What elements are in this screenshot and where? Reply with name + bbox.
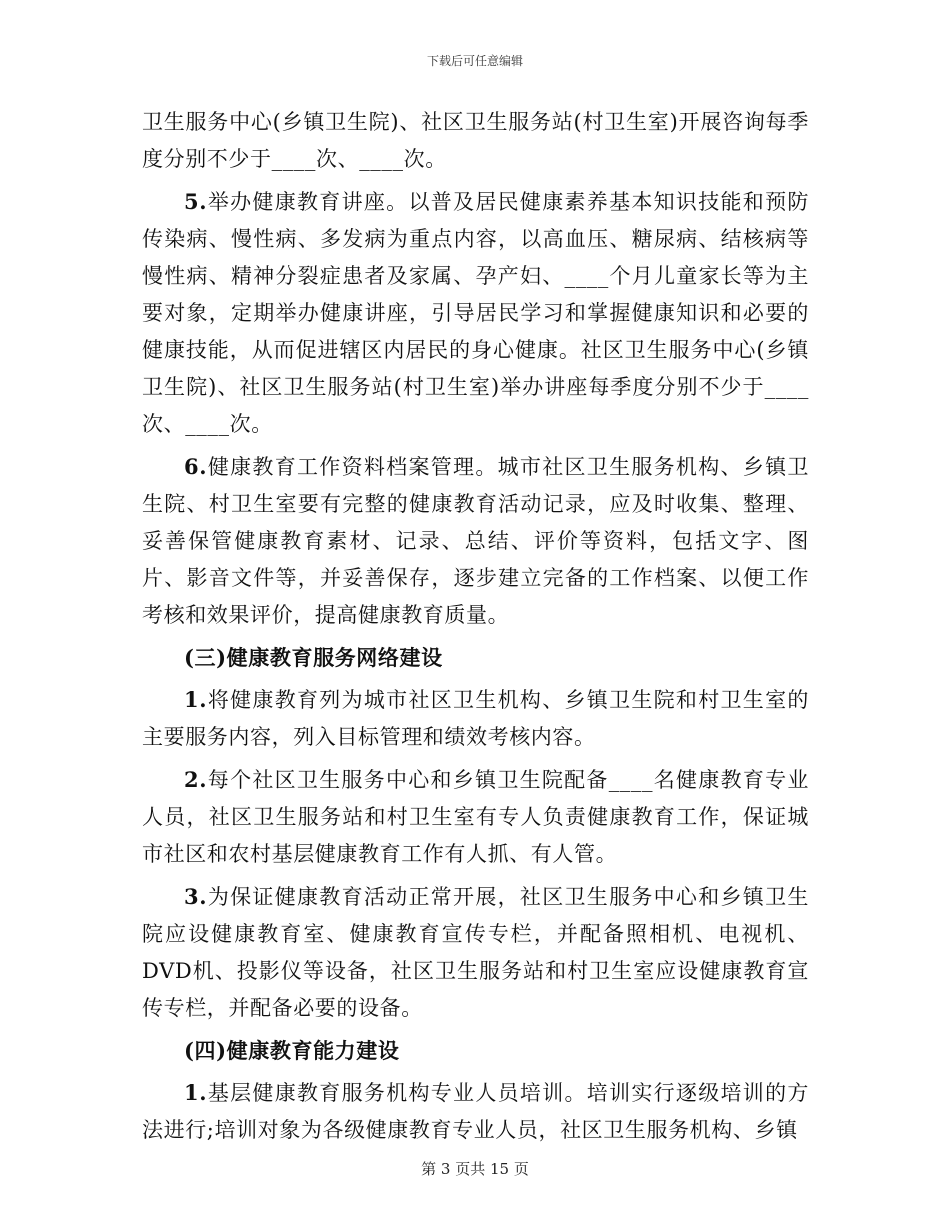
- paragraph-text: 每个社区卫生服务中心和乡镇卫生院配备____名健康教育专业人员，社区卫生服务站和村卫生室有专人负责健康教育工作，保证城市社区和农村基层健康教育工作有人抓、有人管。: [142, 768, 809, 866]
- paragraph-item-2: [142, 761, 809, 873]
- paragraph-text: 为保证健康教育活动正常开展，社区卫生服务中心和乡镇卫生院应设健康教育室、健康教育宣传专栏，并配备照相机、电视机、DVD机、投影仪等设备，社区卫生服务站和村卫生室应设健康教育宣传专栏，并配备必要的设备。: [142, 885, 809, 1020]
- page-header: 下载后可任意编辑: [426, 54, 523, 68]
- item-number: 6.: [184, 454, 208, 479]
- paragraph-text: 举办健康教育讲座。以普及居民健康素养基本知识技能和预防传染病、慢性病、多发病为重点内容，以高血压、糖尿病、结核病等慢性病、精神分裂症患者及家属、孕产妇、____个月儿童家长等为主要对象，定期举办健康讲座，引导居民学习和掌握健康知识和必要的健康技能，从而促进辖区内居民的身心健康。社区卫生服务中心(乡镇卫生院)、社区卫生服务站(村卫生室)举办讲座每季度分别不少于____次、____次。: [142, 190, 809, 436]
- item-number: 3.: [184, 884, 208, 909]
- paragraph-text: 卫生服务中心(乡镇卫生院)、社区卫生服务站(村卫生室)开展咨询每季度分别不少于____次、____次。: [142, 110, 809, 171]
- item-number: 1.: [184, 687, 208, 712]
- paragraph-continued: [142, 104, 809, 178]
- page-content: [142, 104, 809, 1149]
- paragraph-text: 将健康教育列为城市社区卫生机构、乡镇卫生院和村卫生室的主要服务内容，列入目标管理和绩效考核内容。: [142, 688, 809, 749]
- paragraph-item-5: [142, 183, 809, 443]
- section-heading-3: (三)健康教育服务网络建设: [184, 645, 443, 670]
- paragraph-text: 健康教育工作资料档案管理。城市社区卫生服务机构、乡镇卫生院、村卫生室要有完整的健康教育活动记录，应及时收集、整理、妥善保管健康教育素材、记录、总结、评价等资料，包括文字、图片、影音文件等，并妥善保存，逐步建立完备的工作档案、以便工作考核和效果评价，提高健康教育质量。: [142, 455, 809, 627]
- paragraph-item-6: [142, 448, 809, 634]
- section-heading-4: (四)健康教育能力建设: [184, 1038, 400, 1063]
- item-number: 1.: [184, 1080, 208, 1105]
- item-number: 5.: [184, 189, 208, 214]
- paragraph-text: 基层健康教育服务机构专业人员培训。培训实行逐级培训的方法进行;培训对象为各级健康教育专业人员，社区卫生服务机构、乡镇: [142, 1081, 809, 1142]
- page-footer: 第 3 页共 15 页: [421, 1160, 529, 1178]
- item-number: 2.: [184, 767, 208, 792]
- paragraph-item-3: [142, 878, 809, 1027]
- paragraph-item-1: [142, 681, 809, 756]
- paragraph-item-1b: [142, 1074, 809, 1149]
